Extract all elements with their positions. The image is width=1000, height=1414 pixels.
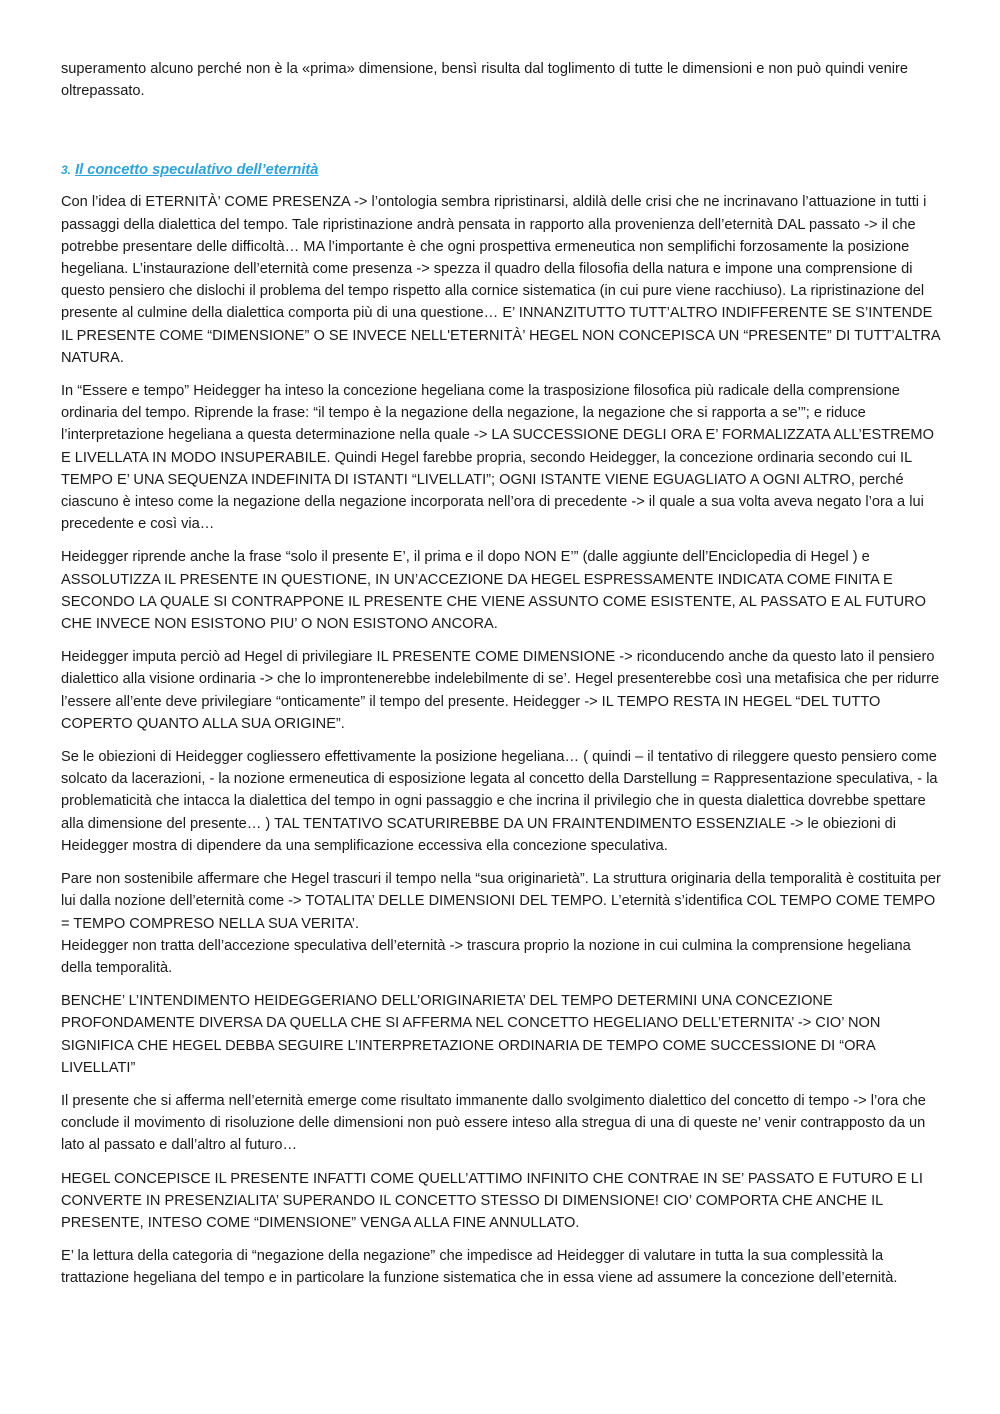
- paragraph-eternity-presence: Con l’idea di ETERNITÀ’ COME PRESENZA -> l’ontologia sembra ripristinarsi, aldilà delle crisi che ne incrinavano l’attuazione in tutti i passaggi della dialettica del tempo. Tale ripristinazione andrà pensata in rapporto alla provenienza dell’eternità DAL passato -> il che potrebbe presentare delle difficoltà… MA l’importante è che ogni prospettiva ermeneutica non semplifichi forzosamente la posizione hegeliana. L’instaurazione dell’eternità come presenza -> spezza il quadro della filosofia della natura e impone una comprensione di questo pensiero che dislochi il problema del tempo rispetto alla cornice sistematica (in cui pure viene racchiuso). La ripristinazione del presente al culmine della dialettica comporta più di una questione… E’ INNANZITUTTO TUTT’ALTRO INDIFFERENTE SE S’INTENDE IL PRESENTE COME “DIMENSIONE” O SE INVECE NELL'ETERNITÀ’ HEGEL NON CONCEPISCA UN “PRESENTE” DI TUTT’ALTRA NATURA.: [61, 194, 940, 366]
- section-title: Il concetto speculativo dell’eternità: [75, 162, 319, 179]
- document-page: [61, 58, 941, 1301]
- intro-paragraph: superamento alcuno perché non è la «prima» dimensione, bensì risulta dal toglimento di tutte le dimensioni e non può quindi venire oltrepassato.: [61, 61, 908, 100]
- paragraph-attimo-infinito: HEGEL CONCEPISCE IL PRESENTE INFATTI COME QUELL’ATTIMO INFINITO CHE CONTRAE IN SE’ PASSATO E FUTURO E LI CONVERTE IN PRESENZIALITA’ SUPERANDO IL CONCETTO STESSO DI DIMENSIONE! CIO’ COMPORTA CHE ANCHE IL PRESENTE, INTESO COME “DIMENSIONE” VENGA ALLA FINE ANNULLATO.: [61, 1170, 923, 1231]
- paragraph-negazione: E’ la lettura della categoria di “negazione della negazione” che impedisce ad Heidegger di valutare in tutta la sua complessità la trattazione hegeliana del tempo e in particolare la funzione sistematica che in essa viene ad assumere la concezione dell’eternità.: [61, 1248, 898, 1287]
- section-heading: [61, 159, 941, 181]
- paragraph-benche: BENCHE’ L’INTENDIMENTO HEIDEGGERIANO DELL’ORIGINARIETA’ DEL TEMPO DETERMINI UNA CONCEZIONE PROFONDAMENTE DIVERSA DA QUELLA CHE SI AFFERMA NEL CONCETTO HEGELIANO DELL’ETERNITA’ -> CIO’ NON SIGNIFICA CHE HEGEL DEBBA SEGUIRE L’INTERPRETAZIONE ORDINARIA DE TEMPO COME SUCCESSIONE DI “ORA LIVELLATI”: [61, 993, 881, 1076]
- paragraph-heidegger-imputa: Heidegger imputa perciò ad Hegel di privilegiare IL PRESENTE COME DIMENSIONE -> riconducendo anche da questo lato il pensiero dialettico alla visione ordinaria -> che lo improntenerebbe indelebilmente di se’. Hegel presenterebbe così una metafisica che per ridurre l’essere all’ente deve privilegiare “onticamente” il tempo del presente. Heidegger -> IL TEMPO RESTA IN HEGEL “DEL TUTTO COPERTO QUANTO ALLA SUA ORIGINE”.: [61, 649, 940, 732]
- paragraph-originarieta: Pare non sostenibile affermare che Hegel trascuri il tempo nella “sua originarietà”. La struttura originaria della temporalità è costituita per lui dalla nozione dell’eternità come -> TOTALITA’ DELLE DIMENSIONI DEL TEMPO. L’eternità s’identifica COL TEMPO COME TEMPO = TEMPO COMPRESO NELLA SUA VERITA’. Heidegger non tratta dell’accezione speculativa dell’eternità -> trascura proprio la nozione in cui culmina la comprensione hegeliana della temporalità.: [61, 871, 941, 976]
- section-spacer: [61, 113, 941, 159]
- paragraph-obiezioni: Se le obiezioni di Heidegger cogliessero effettivamente la posizione hegeliana… ( quindi – il tentativo di rileggere questo pensiero come solcato da lacerazioni, - la nozione ermeneutica di esposizione legata al concetto della Darstellung = Rappresentazione speculativa, - la problematicità che intacca la dialettica del tempo in ogni passaggio e che incrina il privilegio che in questa dialettica dovrebbe spettare alla dimensione del presente… ) TAL TENTATIVO SCATURIREBBE DA UN FRAINTENDIMENTO ESSENZIALE -> le obiezioni di Heidegger mostra di dipendere da una semplificazione eccessiva ella concezione speculativa.: [61, 749, 938, 854]
- paragraph-presente-eternita: Il presente che si afferma nell’eternità emerge come risultato immanente dallo svolgimento dialettico del concetto di tempo -> l’ora che conclude il movimento di risoluzione delle dimensioni non può essere inteso alla stregua di una di queste ne’ venir contrapposto da un lato al passato e dall’altro al futuro…: [61, 1092, 926, 1154]
- paragraph-essere-e-tempo: In “Essere e tempo” Heidegger ha inteso la concezione hegeliana come la trasposizione filosofica più radicale della comprensione ordinaria del tempo. Riprende la frase: “il tempo è la negazione della negazione, la negazione che si rapporta a se’”; e riduce l’interpretazione hegeliana a questa determinazione nella quale -> LA SUCCESSIONE DEGLI ORA E’ FORMALIZZATA ALL’ESTREMO E LIVELLATA IN MODO INSUPERABILE. Quindi Hegel farebbe propria, secondo Heidegger, la concezione ordinaria secondo cui IL TEMPO E’ UNA SEQUENZA INDEFINITA DI ISTANTI “LIVELLATI”; OGNI ISTANTE VIENE EGUAGLIATO A OGNI ALTRO, perché ciascuno è inteso come la negazione della negazione incorporata nell’ora di precedente -> il quale a sua volta aveva negato l’ora a lui precedente e così via…: [61, 383, 934, 533]
- paragraph-solo-il-presente: Heidegger riprende anche la frase “solo il presente E’, il prima e il dopo NON E’” (dalle aggiunte dell’Enciclopedia di Hegel ) e ASSOLUTIZZA IL PRESENTE IN QUESTIONE, IN UN’ACCEZIONE DA HEGEL ESPRESSAMENTE INDICATA COME FINITA E SECONDO LA QUALE SI CONTRAPPONE IL PRESENTE CHE VIENE ASSUNTO COME ESISTENTE, AL PASSATO E AL FUTURO CHE INVECE NON ESISTONO PIU’ O NON ESISTONO ANCORA.: [61, 549, 927, 633]
- section-number: 3.: [61, 163, 72, 178]
